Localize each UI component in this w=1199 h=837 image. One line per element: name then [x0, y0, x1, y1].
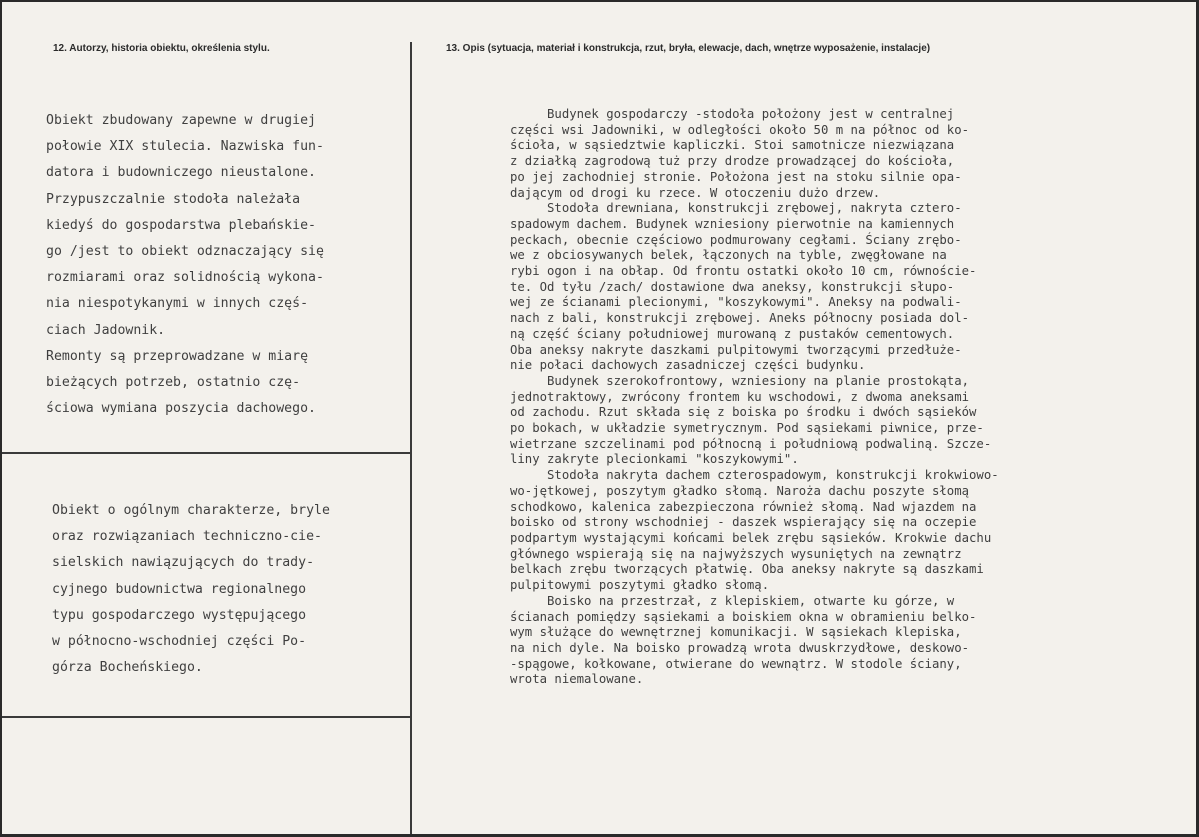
section-13-header: 13. Opis (sytuacja, materiał i konstrukcja, rzut, bryła, elewacje, dach, wnętrze wyposażenie, instalacje) [446, 43, 931, 54]
row-divider-lower [2, 716, 412, 718]
section-12-header: 12. Autorzy, historia obiektu, określenia stylu. [53, 43, 270, 54]
style-text: Obiekt o ogólnym charakterze, bryle oraz rozwiązaniach techniczno-cie- sielskich nawiązujących do trady- cyjnego budownictwa regionalnego typu gospodarczego występującego w północno-wschodniej części Po- górza Bocheńskiego. [52, 503, 330, 676]
section-12-text: Obiekt zbudowany zapewne w drugiej połowie XIX stulecia. Nazwiska fun- datora i budowniczego nieustalone. Przypuszczalnie stodoła należała kiedyś do gospodarstwa plebańskie- go /jest to obiekt odznaczający się rozmiarami oraz solidnością wykona- nia niespotykanymi w innych częś- ciach Jadownik. Remonty są przeprowadzane w miarę bieżących potrzeb, ostatnio czę- ściowa wymiana poszycia dachowego. [46, 113, 324, 417]
row-divider-upper [2, 452, 412, 454]
section-13-text: Budynek gospodarczy -stodoła położony jest w centralnej części wsi Jadowniki, w odległości około 50 m na północ od ko- ścioła, w sąsiedztwie kapliczki. Stoi samotnicze niezwiązana z działką zagrodową tuż przy drodze prowadzącej do kościoła, po jej zachodniej stronie. Położona jest na stoku silnie opa- dającym od drogi ku rzece. W otoczeniu dużo drzew. Stodoła drewniana, konstrukcji zrębowej, nakryta cztero- spadowym dachem. Budynek wzniesiony pierwotnie na kamiennych peckach, obecnie częściowo podmurowany cegłami. Ściany zrębo- we z obciosywanych belek, łączonych na tyble, zwęgłowane na rybi ogon i na obłap. Od frontu ostatki około 10 cm, równoście- te. Od tyłu /zach/ dostawione dwa aneksy, konstrukcji słupo- wej ze ścianami plecionymi, "koszykowymi". Aneksy na podwali- nach z bali, konstrukcji zrębowej. Aneks północny posiada dol- ną część ściany południowej murowaną z pustaków cementowych. Oba aneksy nakryte daszkami pulpitowymi tworzącymi przedłuże- nie połaci dachowych zasadniczej części budynku. Budynek szerokofrontowy, wzniesiony na planie prostokąta, jednotraktowy, zwrócony frontem ku wschodowi, z dwoma aneksami od zachodu. Rzut składa się z boiska po środku i dwóch sąsieków po bokach, w układzie symetrycznym. Pod sąsiekami piwnice, prze- wietrzane szczelinami pod północną i południową podwaliną. Szcze- liny zakryte plecionkami "koszykowymi". Stodoła nakryta dachem czterospadowym, konstrukcji krokwiowo- wo-jętkowej, poszytym gładko słomą. Naroża dachu poszyte słomą schodkowo, kalenica zabezpieczona również słomą. Nad wjazdem na boisko od strony wschodniej - daszek wspierający się na oczepie podpartym wystającymi końcami belek zrębu sąsieków. Krokwie dachu głównego wspierają się na najwyższych wysuniętych na zewnątrz belkach zrębu tworzących płatwię. Oba aneksy nakryte są daszkami pulpitowymi poszytymi gładko słomą. Boisko na przestrzał, z klepiskiem, otwarte ku górze, w ścianach pomiędzy sąsiekami a boiskiem okna w obramieniu belko- wym służące do wewnętrznej komunikacji. W sąsiekach klepiska, na nich dyle. Na boisko prowadzą wrota dwuskrzydłowe, deskowo- -spągowe, kołkowane, otwierane do wewnątrz. W stodole ściany, wrota niemalowane. [510, 107, 999, 687]
document-sheet [2, 2, 1196, 834]
